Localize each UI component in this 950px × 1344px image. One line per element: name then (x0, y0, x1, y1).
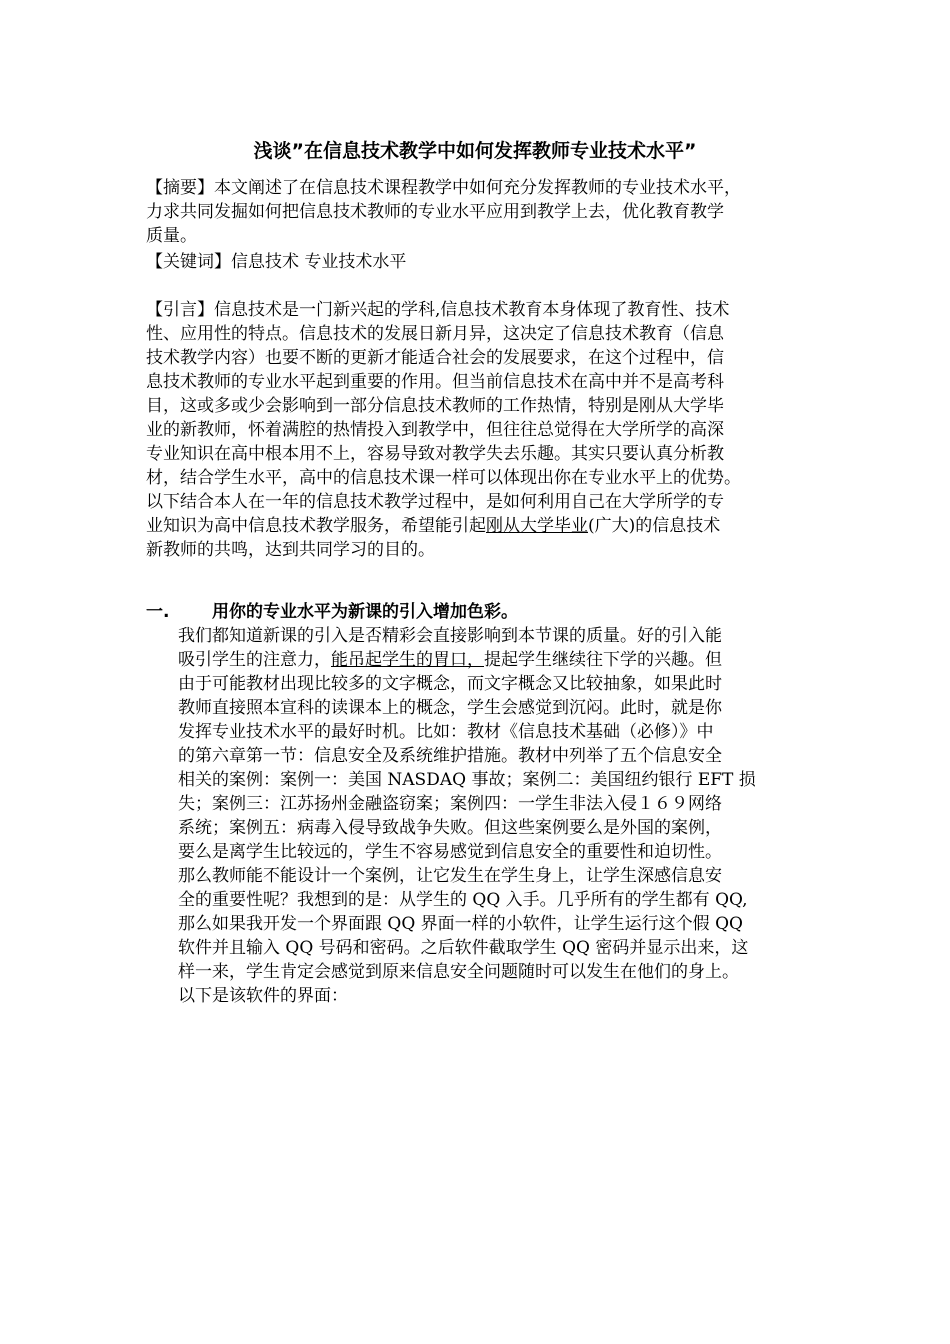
intro-text: 业知识为高中信息技术教学服务，希望能引起 (146, 516, 486, 536)
intro-line: 【引言】信息技术是一门新兴起的学科,信息技术教育本身体现了教育性、技术 (146, 300, 730, 320)
body-line: 我们都知道新课的引入是否精彩会直接影响到本节课的质量。好的引入能 (178, 626, 722, 646)
abstract-line: 质量。 (146, 226, 197, 246)
page-title: 浅谈”在信息技术教学中如何发挥教师专业技术水平” (253, 140, 697, 162)
intro-line: 技术教学内容）也要不断的更新才能适合社会的发展要求，在这个过程中，信 (146, 348, 724, 368)
abstract-line: 【摘要】本文阐述了在信息技术课程教学中如何充分发挥教师的专业技术水平， (146, 178, 741, 198)
intro-line: 息技术教师的专业水平起到重要的作用。但当前信息技术在高中并不是高考科 (146, 372, 724, 392)
body-line: 教师直接照本宣科的读课本上的概念，学生会感觉到沉闷。此时，就是你 (178, 698, 722, 718)
section-heading: 用你的专业水平为新课的引入增加色彩。 (212, 602, 518, 622)
intro-text: (广大)的信息技术 (588, 516, 721, 536)
body-text: 吸引学生的注意力， (178, 650, 331, 670)
body-line: 样一来，学生肯定会感觉到原来信息安全问题随时可以发生在他们的身上。 (178, 962, 739, 982)
keywords-line: 【关键词】信息技术 专业技术水平 (146, 252, 407, 272)
intro-line: 目，这或多或少会影响到一部分信息技术教师的工作热情，特别是刚从大学毕 (146, 396, 724, 416)
body-line: 以下是该软件的界面： (178, 986, 348, 1006)
body-line: 那么教师能不能设计一个案例，让它发生在学生身上，让学生深感信息安 (178, 866, 722, 886)
body-line: 的第六章第一节：信息安全及系统维护措施。教材中列举了五个信息安全 (178, 746, 722, 766)
section-number: 一. (146, 602, 170, 622)
body-line (178, 648, 722, 672)
body-line: 发挥专业技术水平的最好时机。比如：教材《信息技术基础（必修）》中 (178, 722, 714, 742)
body-line: 软件并且输入 QQ 号码和密码。之后软件截取学生 QQ 密码并显示出来，这 (178, 938, 749, 958)
body-line: 失；案例三：江苏扬州金融盗窃案；案例四：一学生非法入侵１６９网络 (178, 794, 722, 814)
underlined-phrase: 能吊起学生的胃口， (331, 650, 484, 670)
body-line: 全的重要性呢？我想到的是：从学生的 QQ 入手。几乎所有的学生都有 QQ, (178, 890, 748, 910)
abstract-line: 力求共同发掘如何把信息技术教师的专业水平应用到教学上去，优化教育教学 (146, 202, 724, 222)
intro-line: 专业知识在高中根本用不上，容易导致对教学失去乐趣。其实只要认真分析教 (146, 444, 724, 464)
body-line: 那么如果我开发一个界面跟 QQ 界面一样的小软件，让学生运行这个假 QQ (178, 914, 743, 934)
body-line: 由于可能教材出现比较多的文字概念，而文字概念又比较抽象，如果此时 (178, 674, 722, 694)
body-text: 提起学生继续往下学的兴趣。但 (484, 650, 722, 670)
intro-line: 业的新教师，怀着满腔的热情投入到教学中，但往往总觉得在大学所学的高深 (146, 420, 724, 440)
intro-line: 性、应用性的特点。信息技术的发展日新月异，这决定了信息技术教育（信息 (146, 324, 724, 344)
body-line: 相关的案例：案例一：美国 NASDAQ 事故；案例二：美国纽约银行 EFT 损 (178, 770, 756, 790)
body-line: 要么是离学生比较远的，学生不容易感觉到信息安全的重要性和迫切性。 (178, 842, 722, 862)
intro-line: 材，结合学生水平，高中的信息技术课一样可以体现出你在专业水平上的优势。 (146, 468, 741, 488)
intro-line: 以下结合本人在一年的信息技术教学过程中，是如何利用自己在大学所学的专 (146, 492, 724, 512)
intro-line: 新教师的共鸣，达到共同学习的目的。 (146, 540, 435, 560)
body-line: 系统；案例五：病毒入侵导致战争失败。但这些案例要么是外国的案例， (178, 818, 722, 838)
intro-line (146, 514, 720, 538)
underlined-phrase: 刚从大学毕业 (486, 516, 588, 536)
